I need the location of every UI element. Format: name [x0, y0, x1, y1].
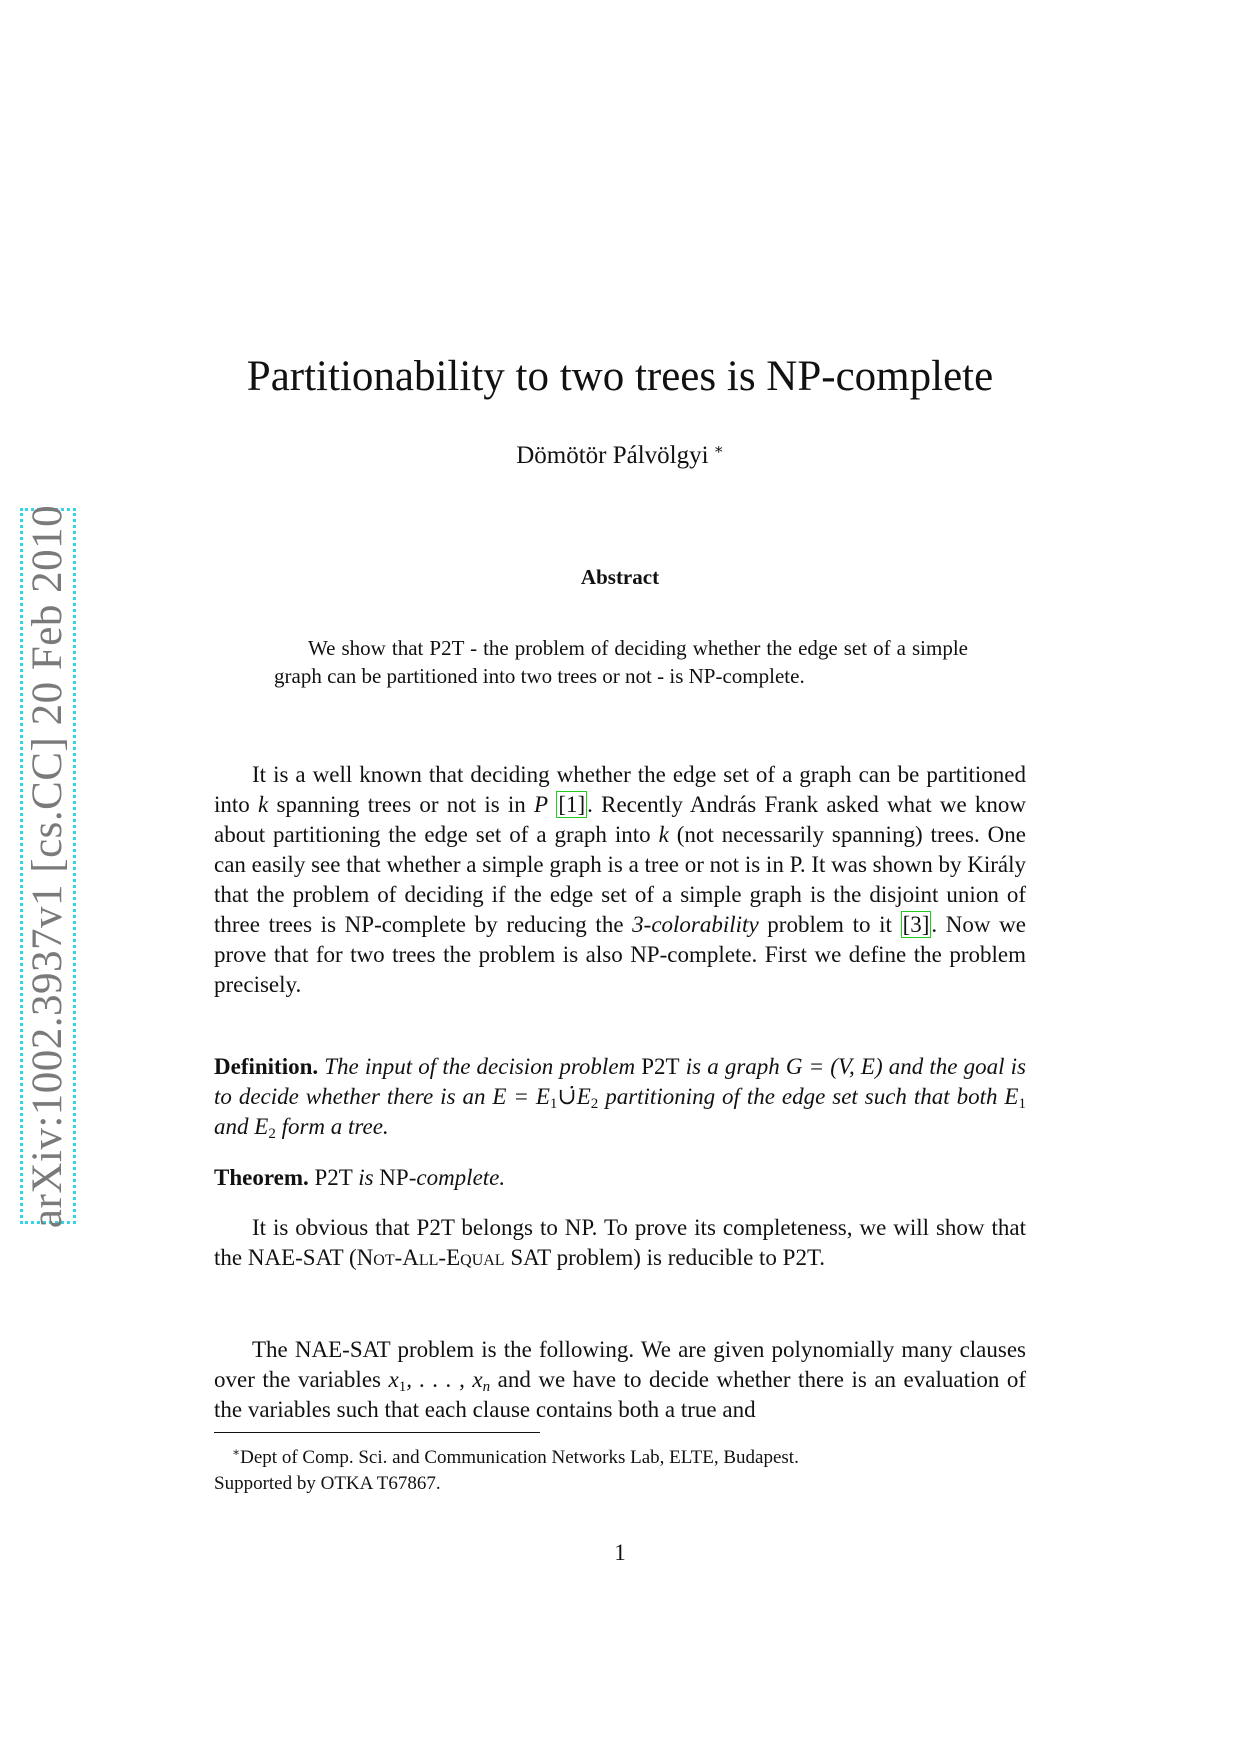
- author-name: Dömötör Pálvölgyi: [516, 442, 709, 469]
- proof-intro-paragraph: It is obvious that P2T belongs to NP. To prove its completeness, we will show that the NAE-SAT (Not-All-Equal SAT problem) is reducible to P2T.: [214, 1215, 1026, 1270]
- citation-link-3[interactable]: [3]: [902, 912, 930, 937]
- definition-label: Definition.: [214, 1054, 319, 1079]
- footnote-divider: [214, 1432, 540, 1433]
- definition-block: Definition. The input of the decision problem P2T is a graph G = (V, E) and the goal is to decide whether there is an $E = E_1\cuṗE_2$ partitioning of the edge set such that both $E_1$ and $E_2$ form a tree.: [214, 1054, 1026, 1142]
- footnote-funding: Supported by OTKA T67867.: [214, 1473, 441, 1494]
- abstract-text: We show that P2T - the problem of deciding whether the edge set of a simple graph can be partitioned into two trees or not - is NP-complete.: [274, 636, 968, 688]
- paper-title: Partitionability to two trees is NP-complete: [246, 353, 994, 400]
- nae-sat-paragraph: The NAE-SAT problem is the following. We are given polynomially many clauses over the variables $x_1$, . . . , $x_n$ and we have to decide whether there is an evaluation of the variables such that each clause contains both a true and: [214, 1337, 1027, 1422]
- theorem-label: Theorem.: [214, 1165, 309, 1190]
- author-line: [0, 440, 1240, 470]
- theorem-block: Theorem. P2T is NP-complete.: [214, 1165, 506, 1190]
- page-number: 1: [614, 1540, 626, 1565]
- footnote: [214, 1439, 1026, 1497]
- footnote-affiliation: Dept of Comp. Sci. and Communication Networks Lab, ELTE, Budapest.: [240, 1447, 799, 1468]
- citation-link-1[interactable]: [1]: [558, 792, 586, 817]
- arxiv-stamp: [20, 504, 76, 1228]
- footnote-mark: ∗: [232, 1445, 241, 1459]
- intro-paragraph: It is a well known that deciding whether the edge set of a graph can be partitioned into k spanning trees or not is in P [1]. Recently András Frank asked what we know about partitioning the edge set of a graph into k (not necessarily spanning) trees. One can easily see that whether a simple graph is a tree or not is in P. It was shown by Király that the problem of deciding if the edge set of a simple graph is the disjoint union of three trees is NP-complete by reducing the 3-colorability problem to it [3]. Now we prove that for two trees the problem is also NP-complete. First we define the problem precisely.: [214, 762, 1027, 997]
- abstract-heading: Abstract: [580, 565, 660, 589]
- arxiv-identifier: arXiv:1002.3937v1 [cs.CC] 20 Feb 2010: [24, 504, 72, 1228]
- author-footnote-mark: ∗: [713, 442, 724, 458]
